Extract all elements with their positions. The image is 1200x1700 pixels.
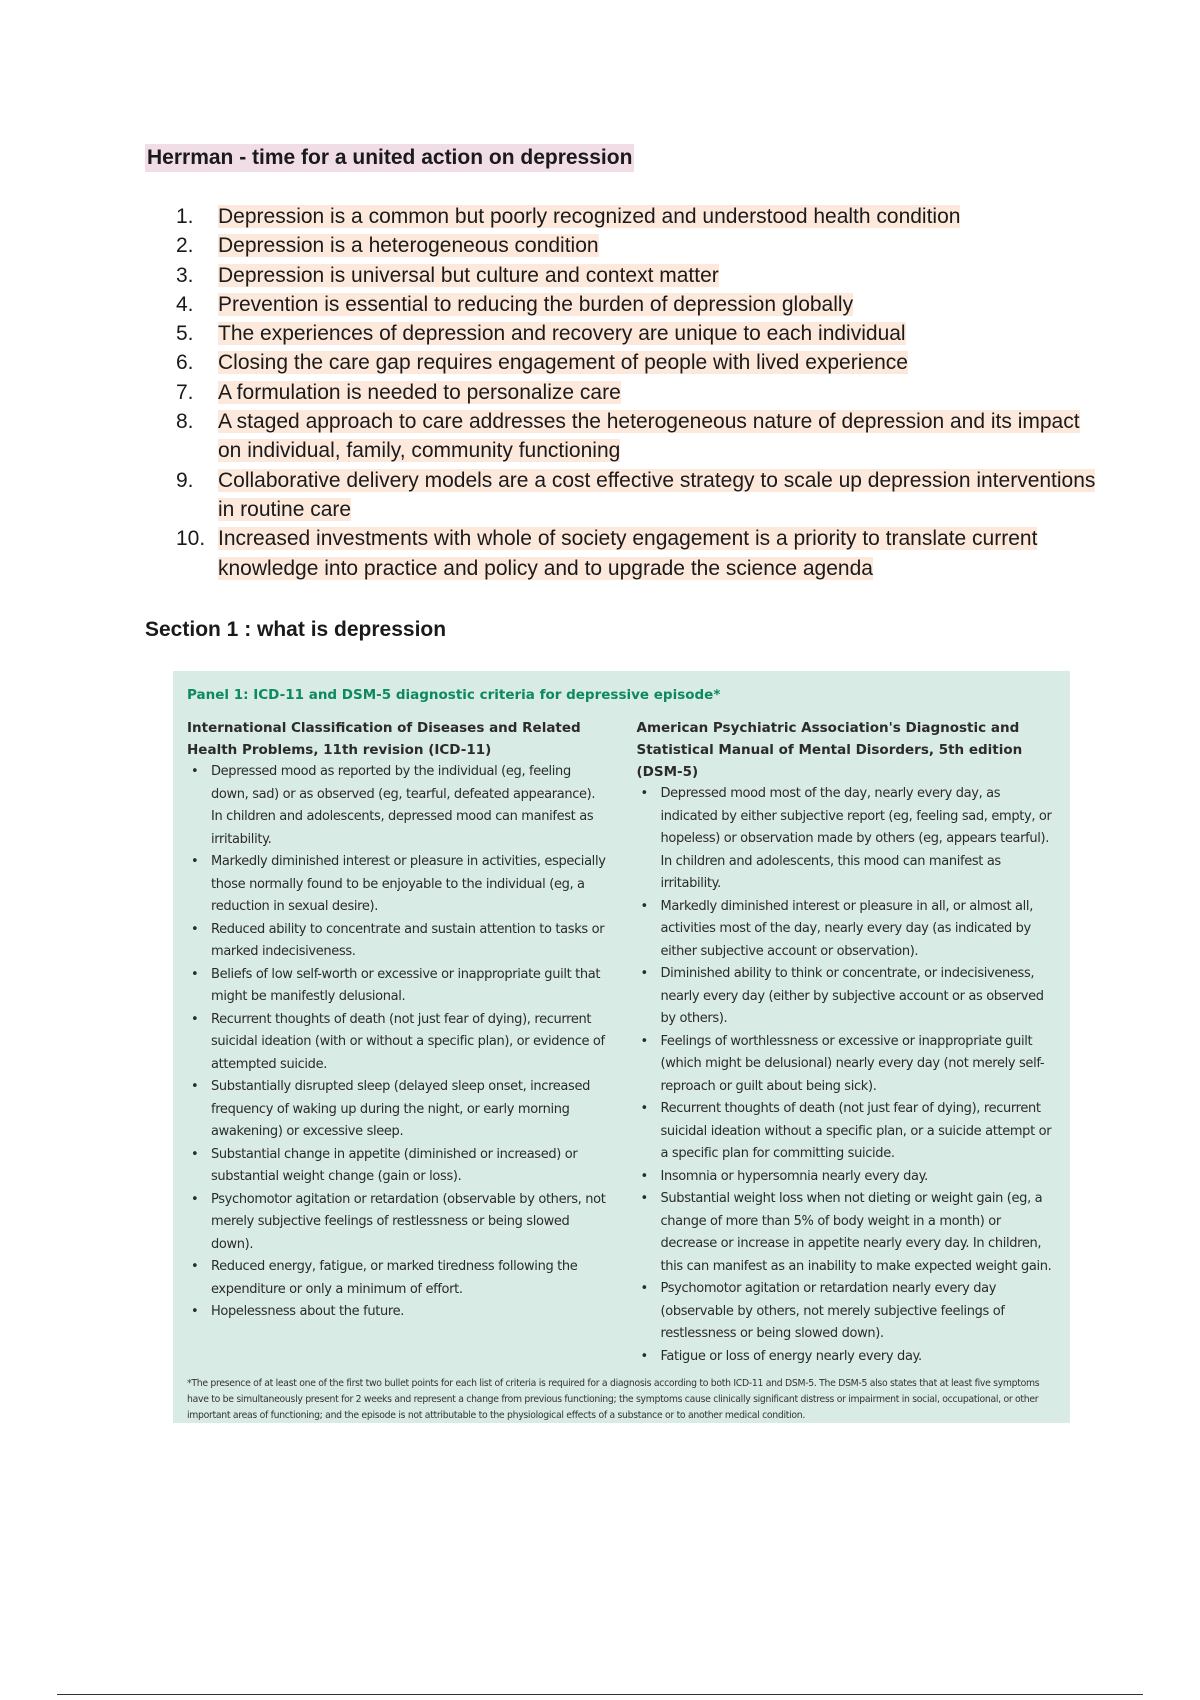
icd-column (187, 717, 607, 1368)
list-text: Prevention is essential to reducing the burden of depression globally (218, 292, 854, 316)
page-title: Herrman - time for a united action on depression (145, 144, 634, 172)
list-text: Depression is universal but culture and context matter (218, 263, 719, 287)
key-messages-list (176, 202, 1096, 583)
list-item (176, 524, 1096, 583)
list-item (176, 378, 1096, 407)
page-bottom-rule (57, 1694, 1143, 1695)
list-number: 9. (176, 468, 194, 492)
list-number: 10. (176, 527, 206, 551)
list-number: 2. (176, 234, 194, 258)
dsm-column (637, 717, 1057, 1368)
list-item (176, 290, 1096, 319)
list-text: A staged approach to care addresses the heterogeneous nature of depression and its impact on individual, family, community functioning (218, 410, 1080, 463)
icd-criteria-list (187, 761, 607, 1324)
icd-criterion: • Hopelessness about the future. (187, 1301, 607, 1324)
icd-criterion: • Markedly diminished interest or pleasure in activities, especially those normally found to be enjoyable to the individual (eg, a reduction in sexual desire). (187, 851, 607, 919)
list-text: Closing the care gap requires engagement of people with lived experience (218, 351, 908, 375)
dsm-criterion: • Feelings of worthlessness or excessive or inappropriate guilt (which might be delusional) nearly every day (not merely self-reproach or guilt about being sick). (637, 1031, 1057, 1099)
list-number: 1. (176, 205, 194, 228)
list-text: The experiences of depression and recovery are unique to each individual (218, 322, 906, 346)
list-text: Collaborative delivery models are a cost effective strategy to scale up depression interventions in routine care (218, 468, 1096, 521)
list-item (176, 319, 1096, 348)
panel-title: Panel 1: ICD-11 and DSM-5 diagnostic criteria for depressive episode* (187, 687, 721, 703)
list-text: Depression is a heterogeneous condition (218, 234, 599, 258)
list-item (176, 261, 1096, 290)
list-item (176, 407, 1096, 466)
list-item (176, 348, 1096, 377)
dsm-criterion: • Psychomotor agitation or retardation nearly every day (observable by others, not merely subjective feelings of restlessness or being slowed down). (637, 1278, 1057, 1346)
dsm-criterion: • Diminished ability to think or concentrate, or indecisiveness, nearly every day (either by subjective account or as observed by others). (637, 963, 1057, 1031)
icd-criterion: • Reduced energy, fatigue, or marked tiredness following the expenditure or only a minimum of effort. (187, 1256, 607, 1301)
list-text: Depression is a common but poorly recognized and understood health condition (218, 205, 961, 228)
dsm-heading: American Psychiatric Association's Diagnostic and Statistical Manual of Mental Disorders, 5th edition (DSM-5) (636, 720, 1023, 780)
panel-footnote: *The presence of at least one of the first two bullet points for each list of criteria is required for a diagnosis according to both ICD-11 and DSM-5. The DSM-5 also states that at least five symptoms have to be simultaneously present for 2 weeks and represent a change from previous functioning; the symptoms cause clinically significant distress or impairment in social, occupational, or other important areas of functioning; and the episode is not attributable to the physiological effects of a substance or to another medical condition. (187, 1378, 1040, 1421)
dsm-criterion: • Markedly diminished interest or pleasure in all, or almost all, activities most of the day, nearly every day (as indicated by either subjective account or observation). (637, 896, 1057, 964)
list-number: 6. (176, 351, 194, 375)
list-text: A formulation is needed to personalize care (218, 380, 621, 404)
section-heading: Section 1 : what is depression (145, 618, 447, 641)
list-number: 7. (176, 380, 194, 404)
dsm-criterion: • Fatigue or loss of energy nearly every day. (637, 1346, 1057, 1369)
icd-criterion: • Psychomotor agitation or retardation (observable by others, not merely subjective feelings of restlessness or being slowed down). (187, 1189, 607, 1257)
list-number: 5. (176, 322, 194, 346)
icd-criterion: • Recurrent thoughts of death (not just fear of dying), recurrent suicidal ideation (with or without a specific plan), or evidence of attempted suicide. (187, 1009, 607, 1077)
dsm-criterion: • Recurrent thoughts of death (not just fear of dying), recurrent suicidal ideation without a specific plan, or a suicide attempt or a specific plan for committing suicide. (637, 1098, 1057, 1166)
dsm-criterion: • Insomnia or hypersomnia nearly every day. (637, 1166, 1057, 1189)
list-number: 4. (176, 292, 194, 316)
icd-criterion: • Substantially disrupted sleep (delayed sleep onset, increased frequency of waking up during the night, or early morning awakening) or excessive sleep. (187, 1076, 607, 1144)
icd-criterion: • Reduced ability to concentrate and sustain attention to tasks or marked indecisiveness. (187, 919, 607, 964)
icd-criterion: • Beliefs of low self-worth or excessive or inappropriate guilt that might be manifestly delusional. (187, 964, 607, 1009)
list-text: Increased investments with whole of society engagement is a priority to translate current knowledge into practice and policy and to upgrade the science agenda (218, 527, 1038, 580)
diagnostic-criteria-panel (173, 671, 1070, 1423)
list-number: 3. (176, 263, 194, 287)
icd-heading: International Classification of Diseases and Related Health Problems, 11th revision (ICD-11) (187, 720, 581, 758)
criteria-columns (187, 717, 1056, 1368)
list-item (176, 202, 1096, 231)
dsm-criteria-list (637, 783, 1057, 1368)
list-item (176, 231, 1096, 260)
icd-criterion: • Substantial change in appetite (diminished or increased) or substantial weight change (gain or loss). (187, 1144, 607, 1189)
dsm-criterion: • Depressed mood most of the day, nearly every day, as indicated by either subjective report (eg, feeling sad, empty, or hopeless) or observation made by others (eg, appears tearful). In children and adolescents, this mood can manifest as irritability. (637, 783, 1057, 896)
list-number: 8. (176, 410, 194, 434)
dsm-criterion: • Substantial weight loss when not dieting or weight gain (eg, a change of more than 5% of body weight in a month) or decrease or increase in appetite nearly every day. In children, this can manifest as an inability to make expected weight gain. (637, 1188, 1057, 1278)
list-item (176, 466, 1096, 525)
icd-criterion: • Depressed mood as reported by the individual (eg, feeling down, sad) or as observed (eg, tearful, defeated appearance). In children and adolescents, depressed mood can manifest as irritability. (187, 761, 607, 851)
